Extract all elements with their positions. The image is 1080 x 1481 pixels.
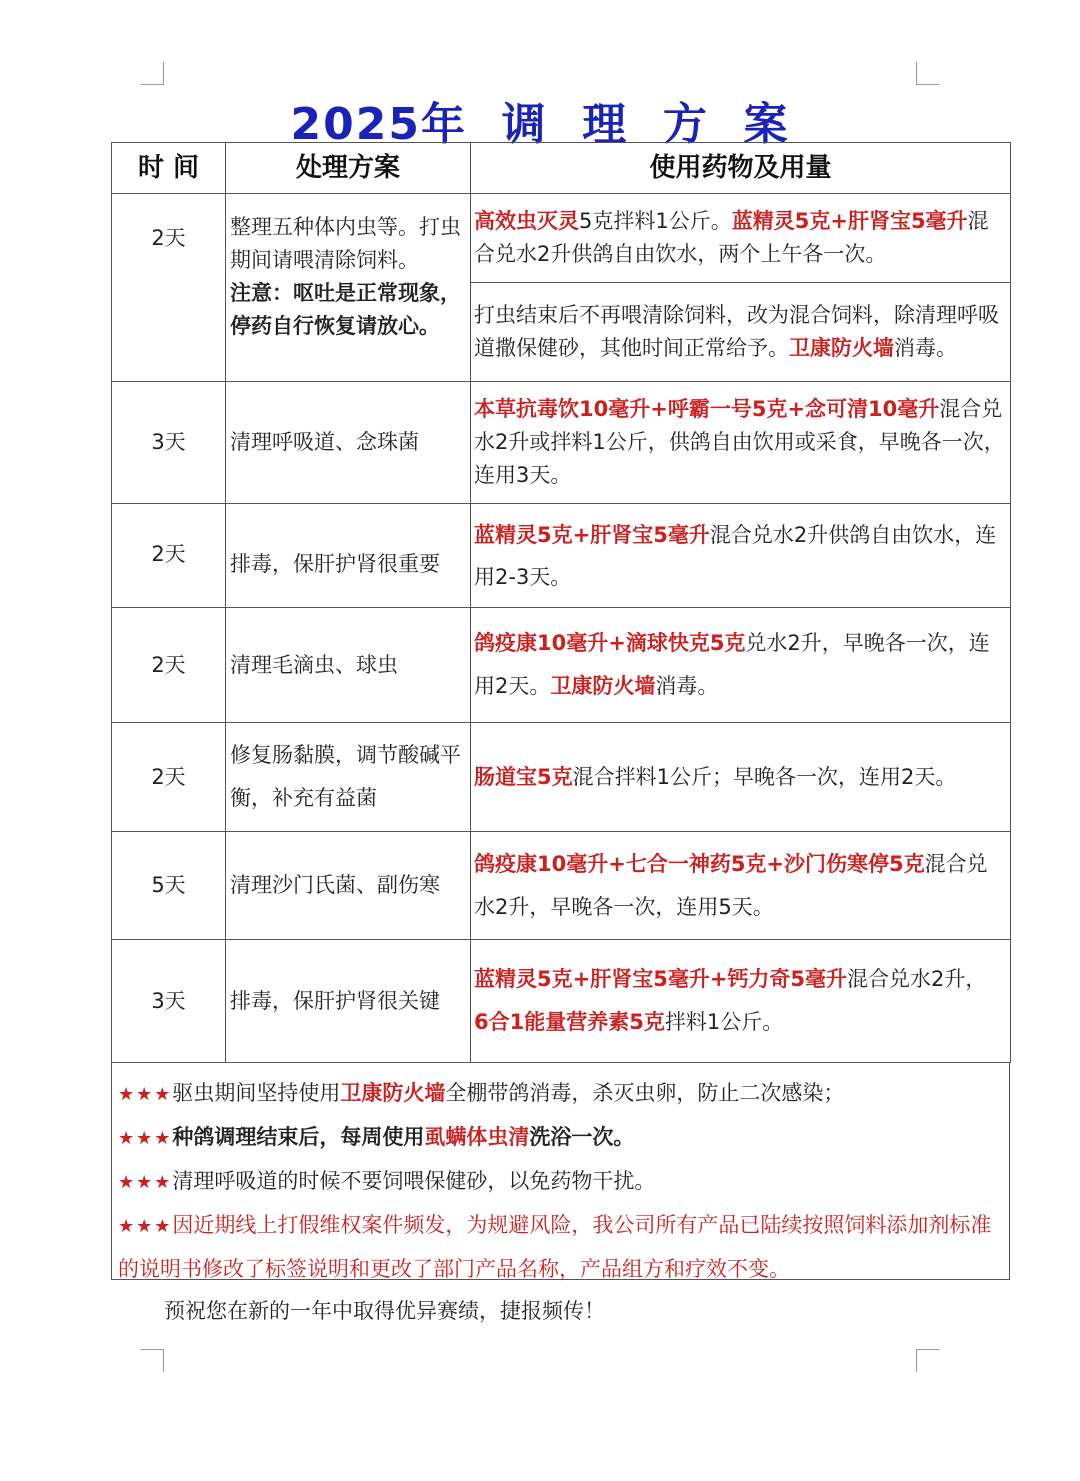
note-line-4: [118, 1204, 1003, 1291]
note-text: 清理呼吸道的时候不要饲喂保健砂，以免药物干扰。: [172, 1169, 656, 1193]
note-text: 全棚带鸽消毒，杀灭虫卵，防止二次感染；: [445, 1081, 845, 1105]
crop-mark-bottom-right: [916, 1349, 939, 1372]
row-meds: [471, 504, 1011, 608]
med-text: 兑水2升，早晚各一次，连用2天。: [474, 631, 990, 698]
crop-mark-top-left: [141, 62, 164, 85]
star-icon: ★★★: [118, 1172, 173, 1193]
med-highlight: 高效虫灭灵: [474, 209, 579, 233]
med-text: 消毒。: [894, 336, 957, 360]
note-line-2: [118, 1116, 1003, 1160]
med-text: 混合兑水2升供鸽自由饮水，两个上午各一次。: [474, 209, 989, 266]
med-text: 拌料1公斤。: [664, 1010, 784, 1034]
med-highlight: 蓝精灵5克+肝肾宝5毫升+钙力奇5毫升: [474, 967, 848, 991]
plan-note: 注意：呕吐是正常现象，停药自行恢复请放心。: [230, 281, 461, 338]
note-text: 种鸽调理结束后，每周使用: [172, 1125, 425, 1149]
notes-box: [111, 1062, 1010, 1280]
med-text: 混合拌料1公斤；早晚各一次，连用2天。: [572, 764, 957, 789]
med-highlight: 6合1能量营养素5克: [474, 1010, 665, 1034]
header-meds: 使用药物及用量: [471, 143, 1011, 194]
crop-mark-top-right: [916, 62, 939, 85]
row-time: 2天: [112, 504, 226, 608]
row-time: 3天: [112, 382, 226, 504]
plan-table: [111, 142, 1011, 1063]
row-time: 2天: [112, 608, 226, 723]
plan-text: 整理五种体内虫等。打虫期间请喂清除饲料。: [230, 215, 461, 272]
table-row: [112, 382, 1011, 504]
row-meds: [471, 723, 1011, 832]
row-plan: 排毒，保肝护肾很重要: [226, 504, 471, 608]
med-highlight: 卫康防火墙: [789, 336, 894, 360]
row-time: 2天: [112, 723, 226, 832]
note-highlight: 虱螨体虫清: [424, 1125, 530, 1149]
med-highlight: 卫康防火墙: [550, 674, 656, 698]
note-line-3: [118, 1160, 1003, 1204]
closing-message: 预祝您在新的一年中取得优异赛绩，捷报频传！: [164, 1299, 605, 1323]
crop-mark-bottom-left: [141, 1349, 164, 1372]
note-text: 因近期线上打假维权案件频发，为规避风险，我公司所有产品已陆续按照饲料添加剂标准的说明书修改了标签说明和更改了部门产品名称，产品组方和疗效不变。: [118, 1213, 992, 1281]
row-meds: [471, 608, 1011, 723]
note-line-1: [118, 1072, 1003, 1116]
table-row: [112, 194, 1011, 283]
page-title: 2025年 调 理 方 案: [290, 99, 790, 150]
med-text: 消毒。: [655, 674, 719, 698]
row-time: 2天: [112, 194, 226, 382]
table-row: [112, 723, 1011, 832]
row-meds: [471, 382, 1011, 504]
row-plan: 修复肠黏膜，调节酸碱平衡，补充有益菌: [226, 723, 471, 832]
row-meds: [471, 940, 1011, 1063]
star-icon: ★★★: [118, 1084, 173, 1105]
star-icon: ★★★: [118, 1128, 173, 1149]
table-row: [112, 832, 1011, 940]
row-plan: 清理沙门氏菌、副伤寒: [226, 832, 471, 940]
med-text: 5克拌料1公斤。: [579, 209, 732, 233]
med-text: 打虫结束后不再喂清除饲料，改为混合饲料，除清理呼吸道撒保健砂，其他时间正常给予。: [474, 303, 999, 360]
med-highlight: 蓝精灵5克+肝肾宝5毫升: [474, 522, 710, 547]
med-text: 混合兑水2升或拌料1公斤，供鸽自由饮用或采食，早晚各一次，连用3天。: [474, 397, 1005, 487]
med-text: 混合兑水2升，: [847, 967, 987, 991]
row-plan: 清理毛滴虫、球虫: [226, 608, 471, 723]
med-highlight: 肠道宝5克: [474, 764, 573, 789]
note-highlight: 卫康防火墙: [340, 1081, 446, 1105]
row-time: 3天: [112, 940, 226, 1063]
med-highlight: 本草抗毒饮10毫升+呼霸一号5克+念可清10毫升: [474, 397, 940, 421]
med-text: 混合兑水2升供鸽自由饮水，连用2-3天。: [474, 522, 997, 589]
note-text: 洗浴一次。: [529, 1125, 635, 1149]
table-header-row: [112, 143, 1011, 194]
table-row: [112, 504, 1011, 608]
table-row: [112, 940, 1011, 1063]
row-meds: [471, 194, 1011, 283]
row-plan: 清理呼吸道、念珠菌: [226, 382, 471, 504]
note-text: 驱虫期间坚持使用: [172, 1081, 341, 1105]
header-plan: 处理方案: [226, 143, 471, 194]
row-time: 5天: [112, 832, 226, 940]
row-meds: [471, 832, 1011, 940]
row-plan: [226, 194, 471, 382]
table-row: [112, 608, 1011, 723]
med-highlight: 鸽疫康10毫升+滴球快克5克: [474, 631, 746, 655]
row-meds: [471, 283, 1011, 382]
med-highlight: 鸽疫康10毫升+七合一神药5克+沙门伤寒停5克: [474, 851, 925, 876]
med-highlight: 蓝精灵5克+肝肾宝5毫升: [731, 209, 968, 233]
header-time: 时 间: [112, 143, 226, 194]
row-plan: 排毒，保肝护肾很关键: [226, 940, 471, 1063]
med-text: 混合兑水2升，早晚各一次，连用5天。: [474, 851, 988, 919]
star-icon: ★★★: [118, 1216, 173, 1237]
